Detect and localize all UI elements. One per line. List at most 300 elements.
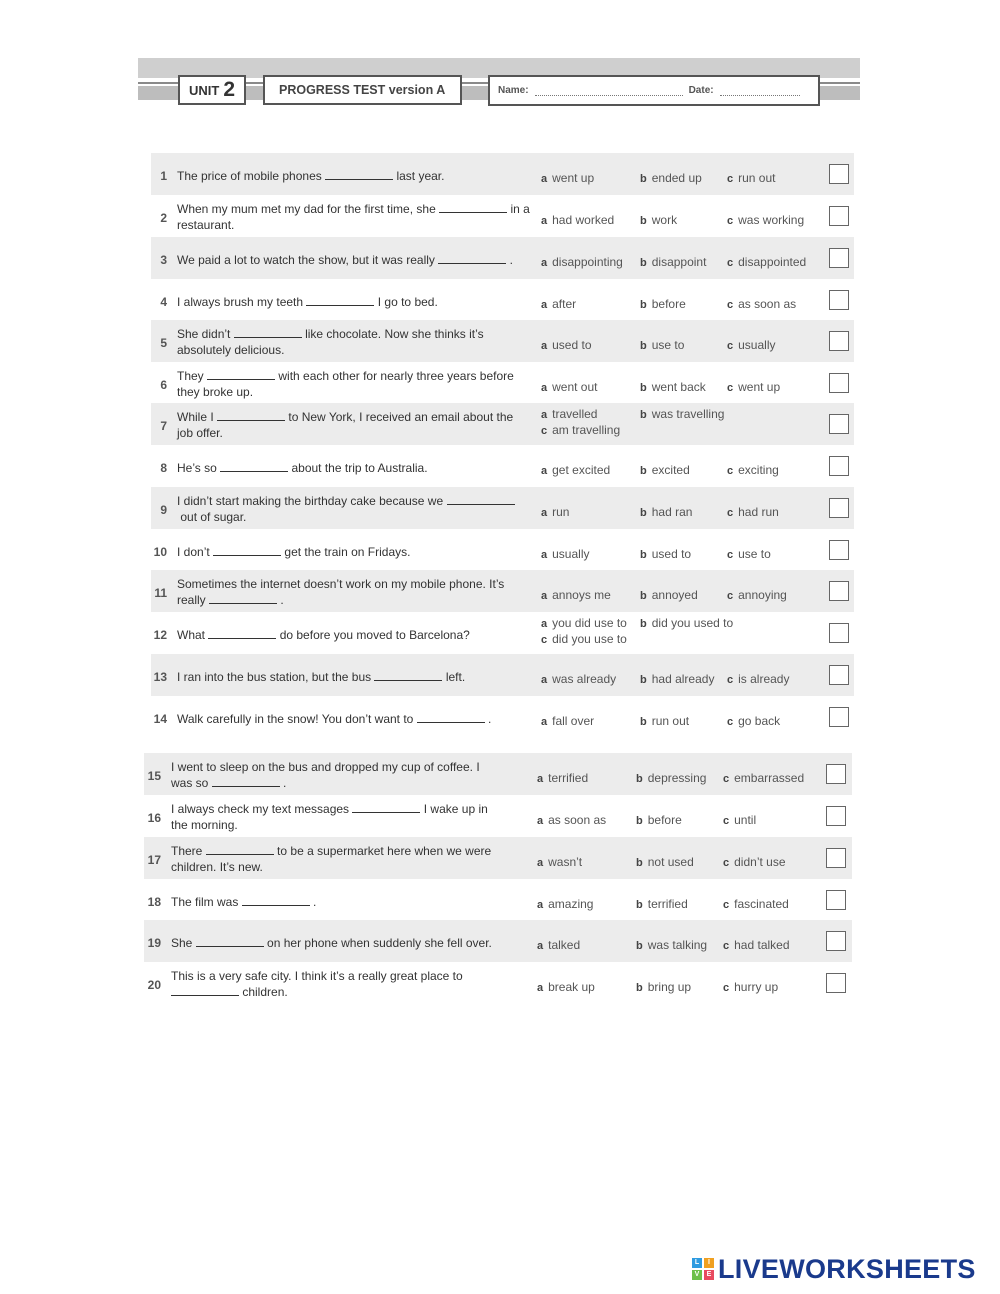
option-c-text: disappointed (738, 255, 807, 269)
answer-blank[interactable] (325, 169, 393, 180)
unit-number: 2 (223, 78, 236, 101)
option-a[interactable] (541, 255, 623, 269)
option-a[interactable] (541, 213, 614, 227)
option-c[interactable] (727, 255, 806, 269)
option-b-text: excited (651, 463, 690, 477)
option-c[interactable] (727, 463, 779, 477)
option-c[interactable] (727, 297, 796, 311)
option-c-text: didn’t use (734, 855, 786, 869)
option-letter-b: b (640, 382, 647, 394)
answer-blank[interactable] (213, 545, 281, 556)
option-c[interactable] (727, 213, 804, 227)
question-number: 19 (147, 936, 161, 950)
question-row (144, 837, 852, 879)
option-c-text: embarrassed (734, 771, 805, 785)
question-text-start: They (177, 369, 204, 383)
question-text-end: get the train on Fridays. (284, 545, 411, 559)
option-letter-a: a (541, 299, 548, 311)
option-a[interactable] (541, 505, 569, 519)
answer-checkbox[interactable] (826, 931, 846, 951)
option-c[interactable] (727, 588, 787, 602)
test-header (138, 58, 860, 102)
option-c[interactable] (727, 380, 780, 394)
answer-checkbox[interactable] (826, 973, 846, 993)
option-c[interactable] (727, 672, 789, 686)
question-text (177, 576, 532, 608)
question-text-end: . (488, 712, 492, 726)
logo-icon (692, 1258, 714, 1280)
option-a[interactable] (537, 813, 606, 827)
question-text (177, 544, 532, 560)
option-c[interactable] (727, 505, 779, 519)
unit-label: UNIT (188, 82, 220, 98)
option-c-text: did you use to (552, 632, 627, 646)
option-c-text: as soon as (738, 297, 797, 311)
option-a[interactable] (541, 463, 610, 477)
answer-checkbox[interactable] (829, 373, 849, 393)
answer-blank[interactable] (447, 494, 515, 505)
option-c[interactable] (727, 714, 780, 728)
option-letter-b: b (640, 674, 647, 686)
option-c[interactable] (723, 897, 789, 911)
question-number: 6 (160, 378, 167, 392)
option-b-text: had ran (651, 505, 693, 519)
question-row (144, 962, 852, 1004)
question-number: 20 (147, 978, 161, 992)
option-c[interactable] (723, 980, 778, 994)
option-a-text: annoys me (552, 588, 611, 602)
answer-checkbox[interactable] (829, 331, 849, 351)
question-text (177, 711, 532, 727)
answer-checkbox[interactable] (829, 623, 849, 643)
option-c-text: hurry up (734, 980, 779, 994)
logo-text: LIVEWORKSHEETS (718, 1253, 976, 1284)
question-text-start: This is a very safe city. I think it’s a really great place to (171, 969, 463, 983)
option-letter-c: c (727, 340, 734, 352)
option-b[interactable] (640, 255, 706, 269)
option-c[interactable] (723, 771, 804, 785)
option-c[interactable] (727, 338, 775, 352)
option-letter-c: c (727, 507, 734, 519)
option-b-text: before (647, 813, 682, 827)
question-number: 1 (160, 169, 167, 183)
option-b-text: not used (647, 855, 694, 869)
question-text-end: like chocolate. Now she thinks it’s absolutely delicious. (177, 327, 484, 357)
option-letter-a: a (541, 465, 548, 477)
question-text (177, 294, 532, 310)
answer-blank[interactable] (374, 670, 442, 681)
option-a[interactable] (541, 714, 594, 728)
option-a-text: had worked (552, 213, 615, 227)
option-letter-a: a (537, 940, 544, 952)
option-c[interactable] (727, 171, 775, 185)
name-field[interactable] (535, 86, 683, 96)
question-row (151, 654, 854, 696)
question-text-end: . (283, 776, 287, 790)
option-b-text: use to (651, 338, 685, 352)
option-b-text: had already (651, 672, 715, 686)
option-a[interactable] (541, 672, 616, 686)
answer-blank[interactable] (217, 410, 285, 421)
question-text (171, 801, 501, 833)
option-b[interactable] (640, 672, 714, 686)
question-text-end: on her phone when suddenly she fell over. (267, 936, 492, 950)
name-date-box (488, 75, 820, 106)
answer-blank[interactable] (234, 327, 302, 338)
question-text (177, 627, 532, 643)
answer-blank[interactable] (206, 844, 274, 855)
option-b[interactable] (640, 297, 686, 311)
option-a-text: amazing (548, 897, 594, 911)
option-letter-a: a (537, 982, 544, 994)
option-b[interactable] (640, 380, 706, 394)
question-text-start: When my mum met my dad for the first time, she (177, 202, 436, 216)
question-number: 2 (160, 211, 167, 225)
answer-checkbox[interactable] (829, 164, 849, 184)
option-c[interactable] (727, 547, 771, 561)
option-a[interactable] (541, 171, 594, 185)
question-text-start: What (177, 628, 206, 642)
option-b-text: was travelling (651, 407, 725, 421)
question-number: 12 (153, 628, 167, 642)
question-row (144, 795, 852, 837)
question-text (177, 201, 532, 233)
answer-checkbox[interactable] (829, 540, 849, 560)
option-a[interactable] (541, 380, 598, 394)
option-a[interactable] (541, 547, 589, 561)
answer-blank[interactable] (417, 712, 485, 723)
question-text (177, 493, 532, 525)
option-letter-b: b (640, 299, 647, 311)
question-number: 16 (147, 811, 161, 825)
option-c[interactable] (723, 938, 790, 952)
option-letter-c: c (723, 899, 730, 911)
question-text-start: She (171, 936, 193, 950)
question-row (144, 920, 852, 962)
option-c-text: was working (738, 213, 805, 227)
question-text-start: She didn’t (177, 327, 231, 341)
option-a-text: terrified (548, 771, 589, 785)
option-letter-c: c (727, 465, 734, 477)
option-b-text: bring up (647, 980, 692, 994)
option-b[interactable] (640, 547, 691, 561)
option-c-text: run out (738, 171, 776, 185)
option-letter-a: a (537, 857, 544, 869)
option-a-text: after (552, 297, 577, 311)
option-letter-a: a (537, 815, 544, 827)
option-letter-b: b (640, 409, 647, 421)
option-b-text: depressing (647, 771, 707, 785)
option-letter-c: c (727, 382, 734, 394)
option-c-text: is already (738, 672, 790, 686)
question-number: 7 (160, 419, 167, 433)
option-c-text: exciting (738, 463, 779, 477)
question-number: 15 (147, 769, 161, 783)
option-b[interactable] (636, 980, 691, 994)
option-letter-a: a (541, 382, 548, 394)
option-letter-b: b (636, 982, 643, 994)
option-letter-b: b (640, 716, 647, 728)
option-b[interactable] (640, 463, 690, 477)
question-text-end: I go to bed. (377, 295, 438, 309)
answer-checkbox[interactable] (829, 707, 849, 727)
option-c[interactable] (541, 423, 620, 437)
option-a-text: you did use to (552, 616, 627, 630)
option-b[interactable] (636, 771, 706, 785)
question-text (177, 409, 532, 441)
option-b-text: used to (651, 547, 692, 561)
answer-blank[interactable] (352, 802, 420, 813)
question-text-start: Sometimes the internet doesn’t work on my mobile phone. It’s really (177, 577, 505, 607)
question-text-start: We paid a lot to watch the show, but it was really (177, 253, 435, 267)
option-b[interactable] (640, 714, 689, 728)
question-row (151, 279, 854, 321)
option-letter-b: b (640, 618, 647, 630)
option-c-text: had talked (734, 938, 790, 952)
date-label: Date: (688, 85, 714, 96)
question-text (177, 460, 532, 476)
question-text-start: I ran into the bus station, but the bus (177, 670, 372, 684)
answer-blank[interactable] (242, 895, 310, 906)
option-b[interactable] (636, 855, 694, 869)
question-text-start: I always brush my teeth (177, 295, 304, 309)
answer-blank[interactable] (306, 295, 374, 306)
question-text-end: left. (445, 670, 466, 684)
answer-blank[interactable] (207, 369, 275, 380)
option-letter-c: c (723, 940, 730, 952)
option-c-text: went up (738, 380, 781, 394)
answer-checkbox[interactable] (829, 248, 849, 268)
option-letter-b: b (640, 340, 647, 352)
question-row (151, 362, 854, 404)
option-b-text: before (651, 297, 686, 311)
question-row (144, 879, 852, 921)
option-b-text: run out (651, 714, 690, 728)
option-b[interactable] (640, 171, 702, 185)
question-text (171, 968, 501, 1000)
question-text-start: Walk carefully in the snow! You don’t want to (177, 712, 414, 726)
question-row (151, 570, 854, 612)
question-row (151, 612, 854, 654)
option-a[interactable] (541, 588, 611, 602)
question-number: 10 (153, 545, 167, 559)
answer-checkbox[interactable] (829, 498, 849, 518)
option-letter-c: c (727, 299, 734, 311)
question-number: 13 (153, 670, 167, 684)
question-text-start: While I (177, 410, 214, 424)
question-row (151, 487, 854, 529)
option-letter-a: a (537, 899, 544, 911)
option-letter-b: b (636, 773, 643, 785)
option-letter-c: c (727, 590, 734, 602)
option-a[interactable] (537, 855, 582, 869)
option-a[interactable] (537, 938, 580, 952)
logo-letter-v: V (692, 1270, 702, 1280)
answer-blank[interactable] (212, 776, 280, 787)
option-letter-a: a (541, 173, 548, 185)
question-number: 17 (147, 853, 161, 867)
answer-blank[interactable] (438, 253, 506, 264)
option-a-text: was already (552, 672, 617, 686)
option-a-text: usually (552, 547, 590, 561)
option-c-text: had run (738, 505, 779, 519)
option-letter-c: c (723, 773, 730, 785)
answer-checkbox[interactable] (829, 665, 849, 685)
option-a-text: went up (552, 171, 595, 185)
question-number: 8 (160, 461, 167, 475)
option-letter-c: c (541, 634, 548, 646)
option-c[interactable] (541, 632, 627, 646)
question-row (151, 237, 854, 279)
option-letter-c: c (541, 425, 548, 437)
question-number: 11 (154, 586, 167, 600)
option-c[interactable] (723, 813, 756, 827)
option-letter-a: a (541, 215, 548, 227)
option-b[interactable] (636, 813, 682, 827)
option-letter-a: a (541, 674, 548, 686)
option-c-text: until (734, 813, 757, 827)
option-letter-c: c (723, 982, 730, 994)
question-text-start: I don’t (177, 545, 210, 559)
question-text (177, 168, 532, 184)
option-letter-a: a (541, 716, 548, 728)
option-b[interactable] (640, 213, 677, 227)
option-a[interactable] (541, 338, 592, 352)
option-b[interactable] (640, 338, 684, 352)
option-letter-c: c (723, 857, 730, 869)
option-b[interactable] (636, 897, 688, 911)
question-text-end: do before you moved to Barcelona? (279, 628, 470, 642)
question-text-start: The price of mobile phones (177, 169, 322, 183)
option-letter-b: b (640, 507, 647, 519)
answer-checkbox[interactable] (829, 456, 849, 476)
option-a-text: disappointing (552, 255, 623, 269)
option-c-text: fascinated (734, 897, 789, 911)
question-text (171, 935, 501, 951)
logo-letter-i: I (704, 1258, 714, 1268)
option-letter-b: b (640, 549, 647, 561)
question-row (151, 403, 854, 445)
option-b[interactable] (640, 505, 692, 519)
question-text (177, 326, 532, 358)
option-b[interactable] (636, 938, 707, 952)
option-b[interactable] (640, 588, 698, 602)
question-text-end: to New York, I received an email about the job offer. (177, 410, 514, 440)
answer-checkbox[interactable] (826, 848, 846, 868)
question-row (151, 529, 854, 571)
option-b-text: did you used to (651, 616, 734, 630)
option-letter-b: b (636, 857, 643, 869)
option-a[interactable] (541, 616, 627, 630)
question-text-end: I wake up in the morning. (171, 802, 488, 832)
test-title (263, 75, 462, 105)
option-b-text: annoyed (651, 588, 698, 602)
answer-checkbox[interactable] (829, 581, 849, 601)
option-b-text: terrified (647, 897, 688, 911)
option-letter-c: c (723, 815, 730, 827)
option-a-text: break up (548, 980, 595, 994)
question-text-start: There (171, 844, 203, 858)
option-c[interactable] (723, 855, 786, 869)
option-b[interactable] (640, 616, 733, 630)
question-number: 18 (147, 895, 161, 909)
option-b-text: work (651, 213, 678, 227)
option-a[interactable] (541, 407, 597, 421)
option-a-text: get excited (552, 463, 611, 477)
option-a[interactable] (541, 297, 576, 311)
question-text-end: . (313, 895, 317, 909)
question-row (151, 445, 854, 487)
option-letter-b: b (640, 257, 647, 269)
option-a[interactable] (537, 897, 593, 911)
question-text (171, 843, 501, 875)
option-b-text: went back (651, 380, 706, 394)
question-row (151, 696, 854, 738)
option-c-text: go back (738, 714, 781, 728)
question-row (151, 320, 854, 362)
option-letter-c: c (727, 549, 734, 561)
answer-blank[interactable] (171, 985, 239, 996)
question-text (177, 368, 532, 400)
option-a-text: fall over (552, 714, 595, 728)
question-text (177, 669, 532, 685)
answer-blank[interactable] (196, 936, 264, 947)
option-a[interactable] (537, 771, 588, 785)
option-a-text: used to (552, 338, 592, 352)
option-letter-a: a (537, 773, 544, 785)
option-letter-b: b (636, 940, 643, 952)
question-text (171, 759, 501, 791)
answer-checkbox[interactable] (829, 206, 849, 226)
unit-box (178, 75, 246, 105)
option-a-text: went out (552, 380, 598, 394)
answer-checkbox[interactable] (826, 890, 846, 910)
question-text-end: children. (242, 985, 288, 999)
question-text-start: He’s so (177, 461, 217, 475)
question-text-start: I always check my text messages (171, 802, 350, 816)
liveworksheets-logo (692, 1252, 976, 1286)
answer-checkbox[interactable] (829, 414, 849, 434)
question-text (171, 894, 501, 910)
question-text-end: . (280, 593, 284, 607)
answer-blank[interactable] (439, 202, 507, 213)
answer-checkbox[interactable] (826, 806, 846, 826)
question-row (144, 753, 852, 795)
test-title-text: PROGRESS TEST version A (279, 83, 446, 97)
option-letter-c: c (727, 215, 734, 227)
option-letter-b: b (636, 899, 643, 911)
question-number: 14 (153, 712, 167, 726)
answer-checkbox[interactable] (826, 764, 846, 784)
question-text-start: I didn’t start making the birthday cake because we (177, 494, 444, 508)
question-text-start: I went to sleep on the bus and dropped my cup of coffee. I was so (171, 760, 480, 790)
answer-blank[interactable] (208, 628, 276, 639)
question-number: 5 (160, 336, 167, 350)
option-b-text: ended up (651, 171, 702, 185)
option-a-text: run (552, 505, 570, 519)
logo-letter-e: E (704, 1270, 714, 1280)
option-letter-c: c (727, 257, 734, 269)
option-c-text: use to (738, 547, 771, 561)
option-b[interactable] (640, 407, 724, 421)
date-field[interactable] (720, 86, 800, 96)
option-letter-a: a (541, 257, 548, 269)
answer-blank[interactable] (220, 461, 288, 472)
question-text-end: with each other for nearly three years before they broke up. (177, 369, 514, 399)
answer-checkbox[interactable] (829, 290, 849, 310)
answer-blank[interactable] (209, 593, 277, 604)
option-a[interactable] (537, 980, 595, 994)
